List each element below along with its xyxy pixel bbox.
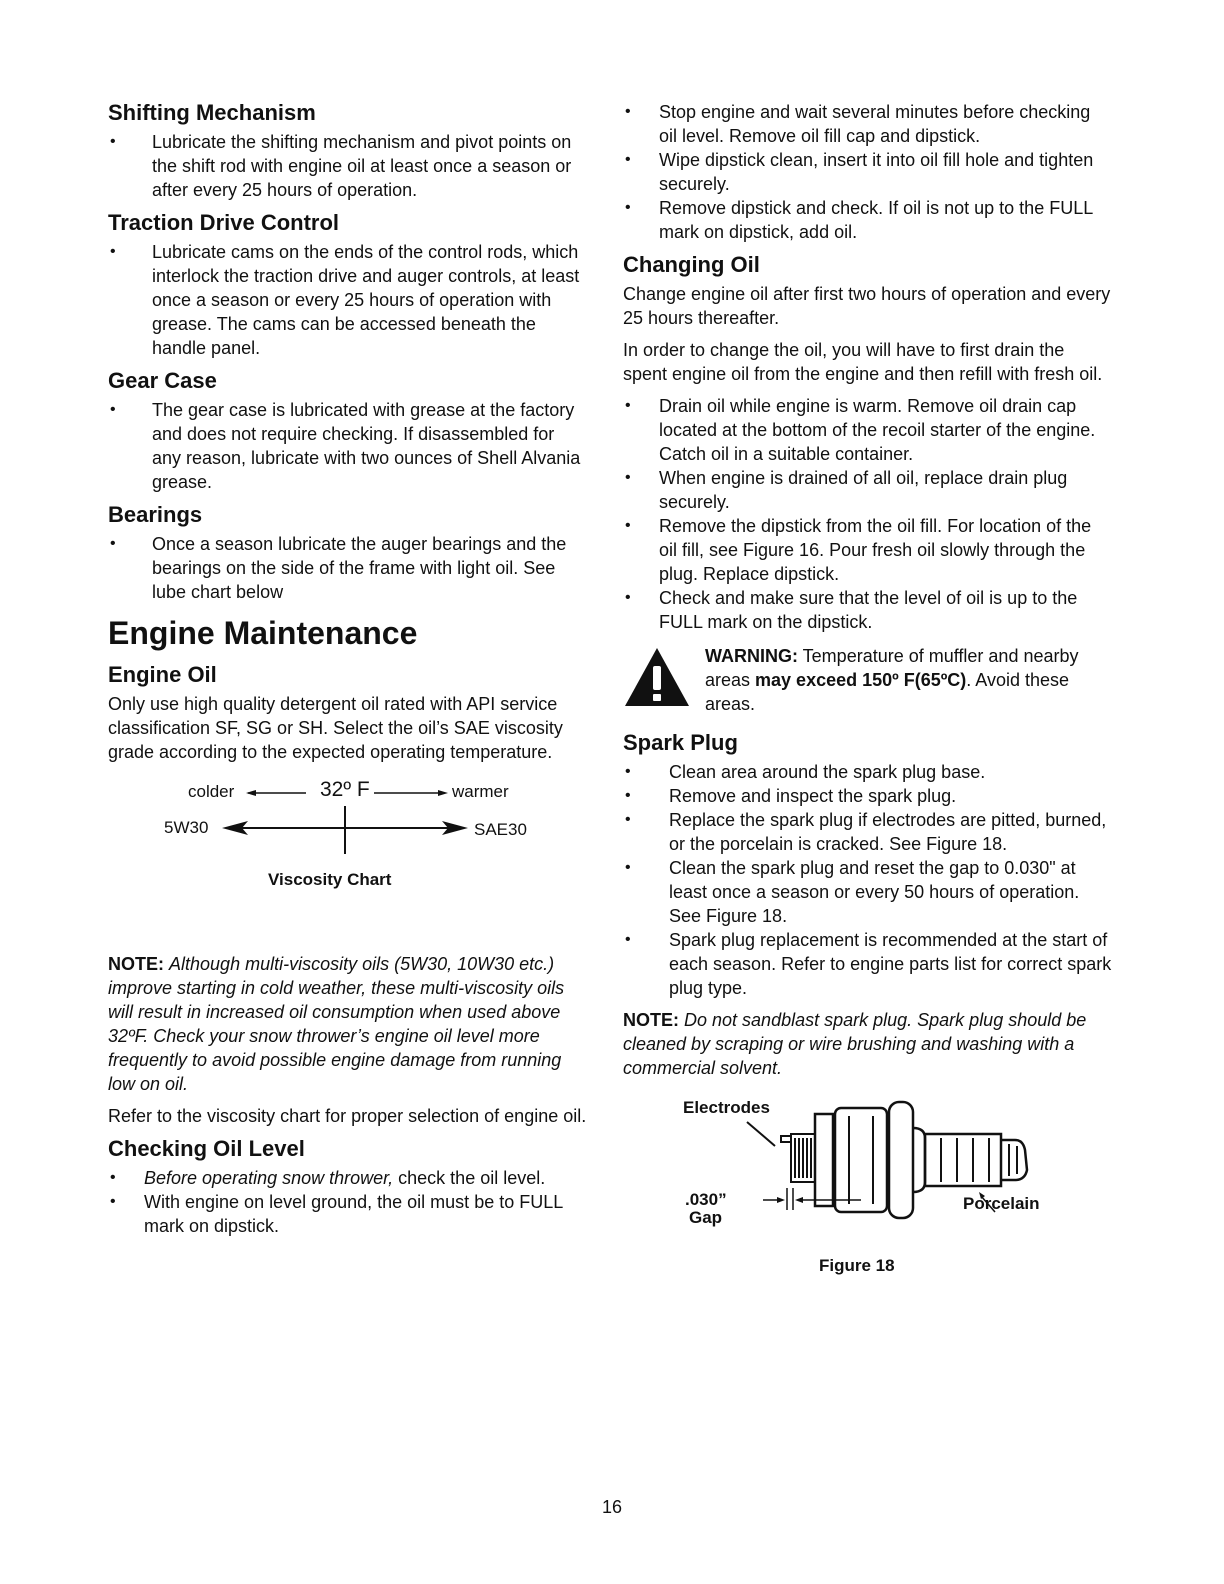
note2-paragraph: [623, 1008, 1113, 1080]
note-label: NOTE:: [108, 954, 164, 974]
warning-triangle-icon: [623, 646, 691, 708]
refer-text: Refer to the viscosity chart for proper selection of engine oil.: [108, 1106, 587, 1126]
checking-item-italic: Before operating snow thrower,: [144, 1168, 394, 1188]
viscosity-chart: [108, 772, 588, 942]
list-item: • Replace the spark plug if electrodes are pitted, burned, or the porcelain is cracked. See Figure 18.: [623, 808, 1113, 856]
list-item: • Remove the dipstick from the oil fill. For location of the oil fill, see Figure 16. Pour fresh oil slowly through the plug. Replace dipstick.: [623, 514, 1113, 586]
electrodes-label: Electrodes: [683, 1098, 770, 1117]
changing-oil-list: [623, 394, 1113, 634]
bearings-list: [108, 532, 588, 604]
page-number: 16: [601, 1497, 623, 1517]
porcelain-label: Porcelain: [963, 1194, 1040, 1213]
list-item: • Wipe dipstick clean, insert it into oil fill hole and tighten securely.: [623, 148, 1113, 196]
gap-value-label: .030”: [685, 1190, 727, 1209]
colder-label: colder: [188, 782, 235, 801]
warmer-label: warmer: [452, 782, 509, 801]
section-title: Engine Maintenance: [108, 615, 418, 651]
list-item: • The gear case is lubricated with grease at the factory and does not require checking. If disassembled for any reason, lubricate with two ounces of Shell Alvania grease.: [108, 398, 588, 494]
high-viscosity-label: SAE30: [474, 820, 527, 839]
viscosity-arrows: [108, 772, 588, 862]
warning-box: [623, 644, 1113, 716]
warning-label: WARNING:: [705, 646, 798, 666]
gear-list: [108, 398, 588, 494]
bearings-heading: Bearings: [108, 502, 203, 527]
traction-drive-heading: Traction Drive Control: [108, 210, 340, 235]
list-item: • When engine is drained of all oil, replace drain plug securely.: [623, 466, 1113, 514]
list-item: • Lubricate cams on the ends of the control rods, which interlock the traction drive and auger controls, at least once a season or every 25 hours of operation with grease. The cams can be accessed beneath the handle panel.: [108, 240, 588, 360]
warning-text: [705, 644, 1113, 716]
viscosity-caption: Viscosity Chart: [268, 870, 392, 889]
warning-text-1: Temperature of muffler and nearby areas: [705, 646, 1079, 690]
spark-plug-heading: Spark Plug: [623, 730, 738, 755]
list-item: • Remove and inspect the spark plug.: [623, 784, 1113, 808]
shifting-list: [108, 130, 588, 202]
checking-list: [108, 1166, 588, 1238]
engine-oil-text: Only use high quality detergent oil rated with API service classification SF, SG or SH. Select the oil’s SAE viscosity grade according to the expected operating temperature.: [108, 694, 563, 762]
list-item: • Remove dipstick and check. If oil is not up to the FULL mark on dipstick, add oil.: [623, 196, 1113, 244]
changing-oil-text-2: In order to change the oil, you will have to first drain the spent engine oil from the engine and then refill with fresh oil.: [623, 340, 1103, 384]
shifting-mechanism-heading: Shifting Mechanism: [108, 100, 316, 125]
list-item: [108, 1166, 588, 1190]
low-viscosity-label: 5W30: [164, 818, 209, 837]
temperature-label: 32º F: [320, 778, 370, 801]
figure-caption: Figure 18: [819, 1256, 895, 1275]
list-item: • Once a season lubricate the auger bearings and the bearings on the side of the frame with light oil. See lube chart below: [108, 532, 588, 604]
changing-oil-heading: Changing Oil: [623, 252, 760, 277]
list-item: • Clean area around the spark plug base.: [623, 760, 1113, 784]
list-item: • Spark plug replacement is recommended at the start of each season. Refer to engine parts list for correct spark plug type.: [623, 928, 1113, 1000]
gear-case-heading: Gear Case: [108, 368, 217, 393]
list-item: • Drain oil while engine is warm. Remove oil drain cap located at the bottom of the recoil starter of the engine. Catch oil in a suitable container.: [623, 394, 1113, 466]
changing-oil-text-1: Change engine oil after first two hours of operation and every 25 hours thereafter.: [623, 284, 1111, 328]
note2-text: Do not sandblast spark plug. Spark plug should be cleaned by scraping or wire brushing and washing with a commercial solvent.: [623, 1010, 1087, 1078]
list-item: • Stop engine and wait several minutes before checking oil level. Remove oil fill cap and dipstick.: [623, 100, 1113, 148]
checking-item-rest: check the oil level.: [393, 1168, 546, 1188]
gap-label: Gap: [689, 1208, 723, 1227]
checking-oil-heading: Checking Oil Level: [108, 1136, 305, 1161]
list-item: • With engine on level ground, the oil must be to FULL mark on dipstick.: [108, 1190, 588, 1238]
list-item: • Lubricate the shifting mechanism and pivot points on the shift rod with engine oil at least once a season or after every 25 hours of operation.: [108, 130, 588, 202]
list-item: • Check and make sure that the level of oil is up to the FULL mark on the dipstick.: [623, 586, 1113, 634]
check-oil-steps: [623, 100, 1113, 244]
note2-label: NOTE:: [623, 1010, 679, 1030]
warning-temp: may exceed 150º F(65ºC): [755, 670, 967, 690]
note-paragraph: [108, 952, 588, 1096]
warning-text-2: . Avoid these areas.: [705, 670, 1070, 714]
note-text: Although multi-viscosity oils (5W30, 10W30 etc.) improve starting in cold weather, these multi-viscosity oils will result in increased oil consumption when used above 32ºF. Check your snow thrower’s engine oil level more frequently to avoid possible engine damage from running low on oil.: [108, 954, 565, 1094]
spark-plug-list: [623, 760, 1113, 1000]
spark-plug-figure: [623, 1094, 1113, 1294]
right-column: [623, 100, 1113, 1294]
traction-list: [108, 240, 588, 360]
left-column: [108, 100, 588, 1246]
engine-oil-heading: Engine Oil: [108, 662, 217, 687]
list-item: • Clean the spark plug and reset the gap to 0.030" at least once a season or every 50 hours of operation. See Figure 18.: [623, 856, 1113, 928]
